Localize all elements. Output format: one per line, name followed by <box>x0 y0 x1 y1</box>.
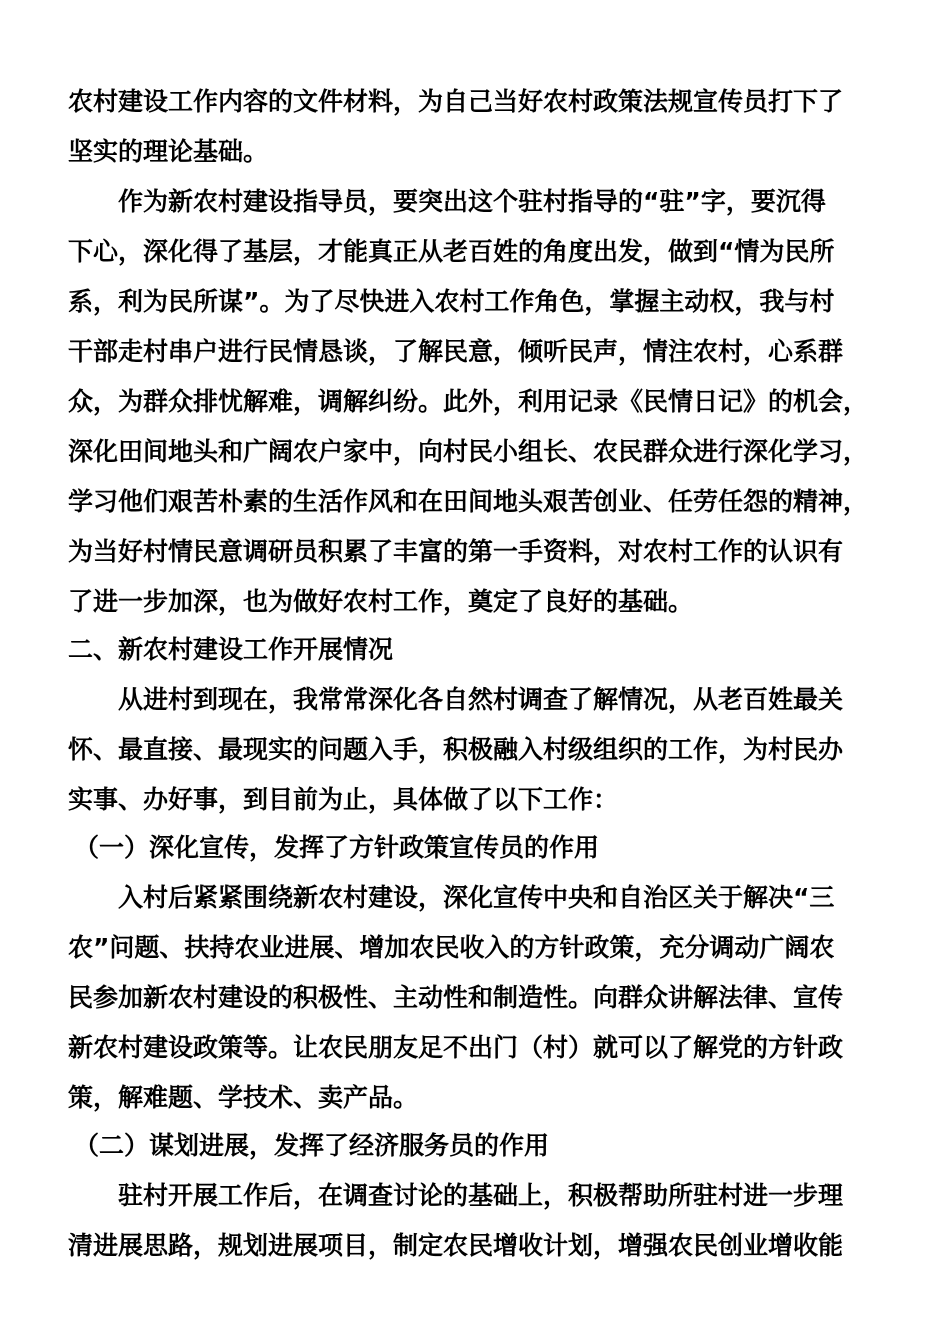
body-text-line: 深化田间地头和广阔农户家中，向村民小组长、农民群众进行深化学习， <box>68 437 869 466</box>
body-text-line: 干部走村串户进行民情恳谈，了解民意，倾听民声，情注农村，心系群 <box>68 337 844 366</box>
body-text-line: 农”问题、扶持农业进展、增加农民收入的方针政策，充分调动广阔农 <box>68 933 835 962</box>
body-text-line: 农村建设工作内容的文件材料，为自己当好农村政策法规宣传员打下了 <box>68 87 844 116</box>
subsection-heading: （一）深化宣传，发挥了方针政策宣传员的作用 <box>74 833 600 862</box>
body-text-line: 系，利为民所谋”。为了尽快进入农村工作角色，掌握主动权，我与村 <box>68 287 835 316</box>
body-text-line: 坚实的理论基础。 <box>68 137 269 166</box>
body-text-line: 新农村建设政策等。让农民朋友足不出门（村）就可以了解党的方针政 <box>68 1033 844 1062</box>
body-text-line: 为当好村情民意调研员积累了丰富的第一手资料，对农村工作的认识有 <box>68 537 844 566</box>
body-text-line: 学习他们艰苦朴素的生活作风和在田间地头艰苦创业、任劳任怨的精神， <box>68 487 869 516</box>
body-text-line: 了进一步加深，也为做好农村工作，奠定了良好的基础。 <box>68 587 694 616</box>
paragraph-first-line: 驻村开展工作后，在调查讨论的基础上，积极帮助所驻村进一步理 <box>118 1181 844 1210</box>
body-text-line: 民参加新农村建设的积极性、主动性和制造性。向群众讲解法律、宣传 <box>68 983 844 1012</box>
paragraph-first-line: 从进村到现在，我常常深化各自然村调查了解情况，从老百姓最关 <box>118 685 844 714</box>
section-heading: 二、新农村建设工作开展情况 <box>68 635 394 664</box>
body-text-line: 下心，深化得了基层，才能真正从老百姓的角度出发，做到“情为民所 <box>68 237 835 266</box>
body-text-line: 策，解难题、学技术、卖产品。 <box>68 1083 419 1112</box>
paragraph-first-line: 入村后紧紧围绕新农村建设，深化宣传中央和自治区关于解决“三 <box>118 883 835 912</box>
body-text-line: 怀、最直接、最现实的问题入手，积极融入村级组织的工作，为村民办 <box>68 735 844 764</box>
body-text-line: 实事、办好事，到目前为止，具体做了以下工作： <box>68 785 619 814</box>
body-text-line: 众，为群众排忧解难，调解纠纷。此外，利用记录《民情日记》的机会， <box>68 387 869 416</box>
body-text-line: 清进展思路，规划进展项目，制定农民增收计划，增强农民创业增收能 <box>68 1231 844 1260</box>
paragraph-first-line: 作为新农村建设指导员，要突出这个驻村指导的“驻”字，要沉得 <box>118 187 826 216</box>
subsection-heading: （二）谋划进展，发挥了经济服务员的作用 <box>74 1131 550 1160</box>
